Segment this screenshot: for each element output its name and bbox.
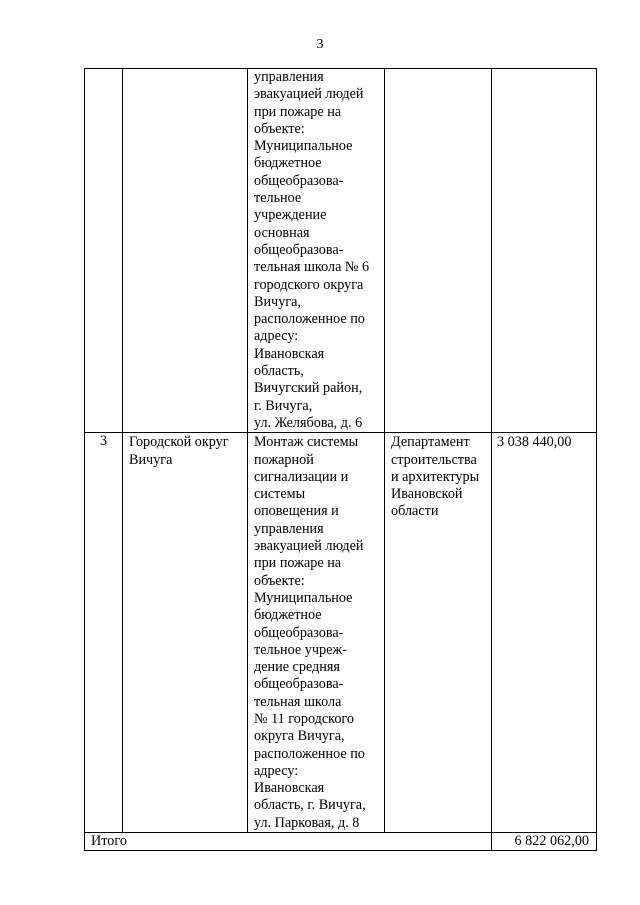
text-line: Вичуга (129, 451, 173, 468)
cell-customer (385, 69, 492, 433)
text-line: область, (254, 363, 304, 380)
work-description-lines (254, 69, 380, 432)
text-line: Городской округ (129, 434, 229, 451)
text-line: управления (254, 520, 324, 537)
text-line: бюджетное (254, 607, 322, 624)
text-line: бюджетное (254, 155, 322, 172)
text-line: область, г. Вичуга, (254, 797, 366, 814)
text-line: при пожаре на (254, 555, 342, 572)
table-row-total (85, 833, 597, 851)
page-number: 3 (316, 37, 324, 52)
text-line: общеобразова- (254, 624, 344, 641)
text-line: области (391, 503, 439, 520)
cell-amount (492, 69, 597, 433)
cell-number (85, 433, 123, 833)
text-line: общеобразова- (254, 676, 344, 693)
row-amount: 3 038 440,00 (497, 434, 572, 451)
text-line: объекте: (254, 120, 305, 137)
text-line: при пожаре на (254, 103, 342, 120)
text-line: округа Вичуга, (254, 728, 345, 745)
text-line: оповещения и (254, 503, 339, 520)
text-line: № 11 городского (254, 710, 354, 727)
cell-customer (385, 433, 492, 833)
total-label: Итого (85, 833, 492, 851)
work-description-lines (254, 434, 380, 832)
text-line: Вичугский район, (254, 380, 363, 397)
text-line: Вичуга, (254, 293, 301, 310)
text-line: тельная школа (254, 693, 342, 710)
text-line: учреждение (254, 207, 327, 224)
text-line: эвакуацией людей (254, 86, 364, 103)
row-number: 3 (99, 433, 108, 450)
text-line: системы (254, 486, 306, 503)
text-line: адресу: (254, 328, 299, 345)
text-line: г. Вичуга, (254, 397, 313, 414)
text-line: и архитектуры (391, 468, 480, 485)
text-line: Муниципальное (254, 589, 353, 606)
text-line: расположенное по (254, 745, 365, 762)
cell-work-description (248, 69, 385, 433)
text-line: Ивановская (254, 345, 325, 362)
text-line: адресу: (254, 762, 299, 779)
text-line: управления (254, 69, 324, 85)
text-line: тельное (254, 190, 302, 207)
text-line: объекте: (254, 572, 305, 589)
text-line: общеобразова- (254, 172, 344, 189)
text-line: Муниципальное (254, 138, 353, 155)
cell-municipality (123, 433, 248, 833)
text-line: дение средняя (254, 659, 340, 676)
cell-municipality (123, 69, 248, 433)
text-line: основная (254, 224, 310, 241)
text-line: Департамент (391, 434, 470, 451)
text-line: общеобразова- (254, 241, 344, 258)
municipality-lines (129, 434, 243, 469)
text-line: эвакуацией людей (254, 538, 364, 555)
text-line: Ивановской (391, 486, 463, 503)
funding-table (84, 68, 597, 851)
text-line: ул. Парковая, д. 8 (254, 814, 360, 831)
text-line: ул. Желябова, д. 6 (254, 414, 363, 431)
text-line: пожарной (254, 451, 314, 468)
cell-amount (492, 433, 597, 833)
text-line: Ивановская (254, 780, 325, 797)
total-amount: 6 822 062,00 (492, 833, 597, 851)
cell-number (85, 69, 123, 433)
text-line: Монтаж системы (254, 434, 359, 451)
text-line: расположенное по (254, 311, 365, 328)
table-row-3 (85, 433, 597, 833)
cell-work-description (248, 433, 385, 833)
text-line: сигнализации и (254, 468, 349, 485)
table-row-continued (85, 69, 597, 433)
text-line: городского округа (254, 276, 364, 293)
text-line: тельное учреж- (254, 641, 347, 658)
text-line: тельная школа № 6 (254, 259, 370, 276)
text-line: строительства (391, 451, 477, 468)
customer-lines (391, 434, 487, 520)
